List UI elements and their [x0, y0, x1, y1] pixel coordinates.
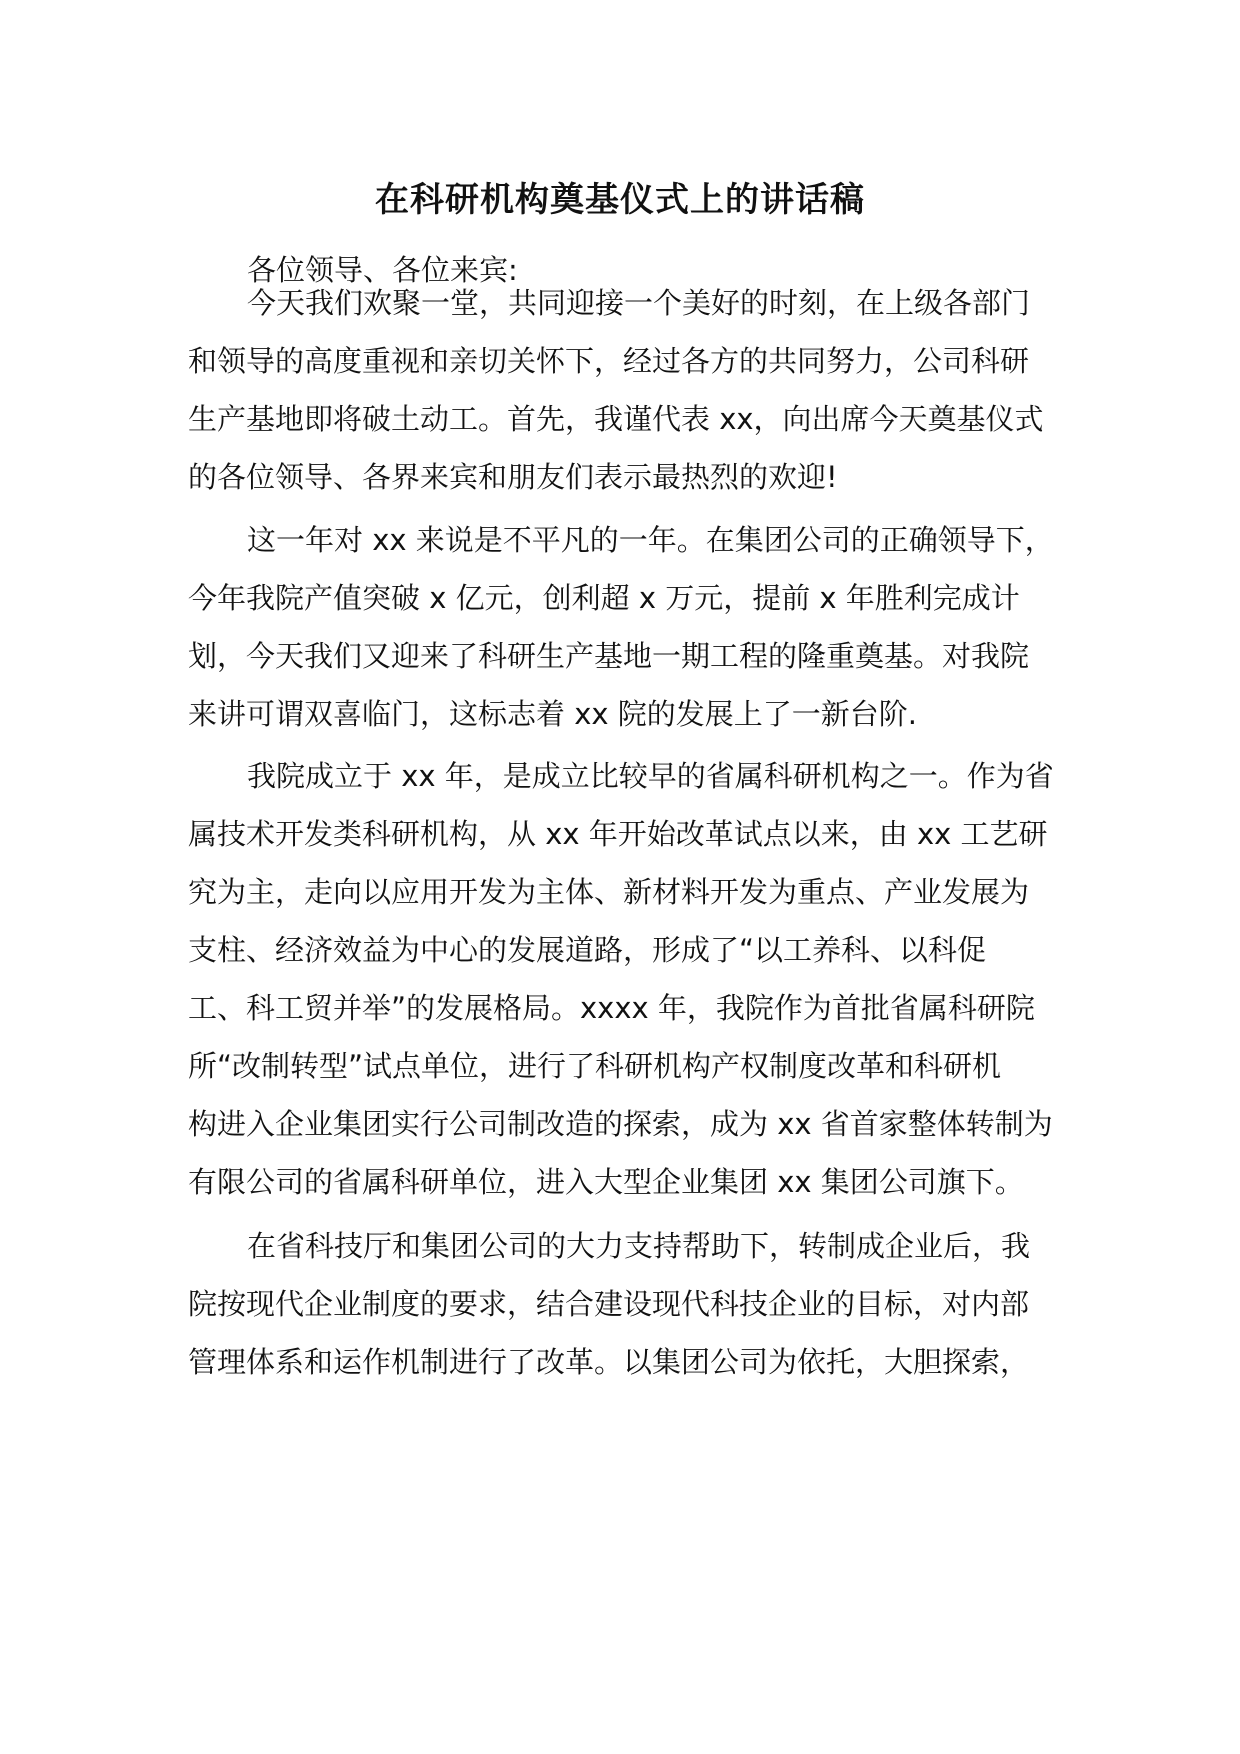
paragraph-line: 究为主，走向以应用开发为主体、新材料开发为重点、产业发展为 — [188, 875, 1030, 909]
paragraph-line: 有限公司的省属科研单位，进入大型企业集团 xx 集团公司旗下。 — [188, 1165, 1024, 1199]
document-title: 在科研机构奠基仪式上的讲话稿 — [375, 180, 865, 220]
paragraph-line: 管理体系和运作机制进行了改革。以集团公司为依托，大胆探索， — [188, 1345, 1030, 1379]
paragraph-line: 生产基地即将破土动工。首先，我谨代表 xx，向出席今天奠基仪式 — [188, 402, 1044, 436]
paragraph-line: 工、科工贸并举”的发展格局。xxxx 年，我院作为首批省属科研院 — [188, 991, 1035, 1025]
paragraph-line: 划，今天我们又迎来了科研生产基地一期工程的隆重奠基。对我院 — [188, 639, 1030, 673]
paragraph-line: 支柱、经济效益为中心的发展道路，形成了“以工养科、以科促 — [188, 933, 987, 967]
paragraph-line: 今年我院产值突破 x 亿元，创利超 x 万元，提前 x 年胜利完成计 — [188, 581, 1020, 615]
paragraph-line: 所“改制转型”试点单位，进行了科研机构产权制度改革和科研机 — [188, 1049, 1002, 1083]
paragraph-line: 构进入企业集团实行公司制改造的探索，成为 xx 省首家整体转制为 — [188, 1107, 1053, 1141]
paragraph-line: 今天我们欢聚一堂，共同迎接一个美好的时刻，在上级各部门 — [247, 286, 1031, 320]
salutation-line: 各位领导、各位来宾: — [247, 253, 518, 287]
paragraph-line: 院按现代企业制度的要求，结合建设现代科技企业的目标，对内部 — [188, 1287, 1030, 1321]
paragraph-line: 属技术开发类科研机构，从 xx 年开始改革试点以来，由 xx 工艺研 — [188, 817, 1048, 851]
paragraph-line: 来讲可谓双喜临门，这标志着 xx 院的发展上了一新台阶. — [188, 697, 917, 731]
paragraph-line: 的各位领导、各界来宾和朋友们表示最热烈的欢迎! — [188, 460, 838, 494]
paragraph-line: 我院成立于 xx 年，是成立比较早的省属科研机构之一。作为省 — [247, 759, 1054, 793]
paragraph-line: 在省科技厅和集团公司的大力支持帮助下，转制成企业后，我 — [247, 1229, 1031, 1263]
paragraph-line: 和领导的高度重视和亲切关怀下，经过各方的共同努力，公司科研 — [188, 344, 1030, 378]
paragraph-line: 这一年对 xx 来说是不平凡的一年。在集团公司的正确领导下， — [247, 523, 1054, 557]
